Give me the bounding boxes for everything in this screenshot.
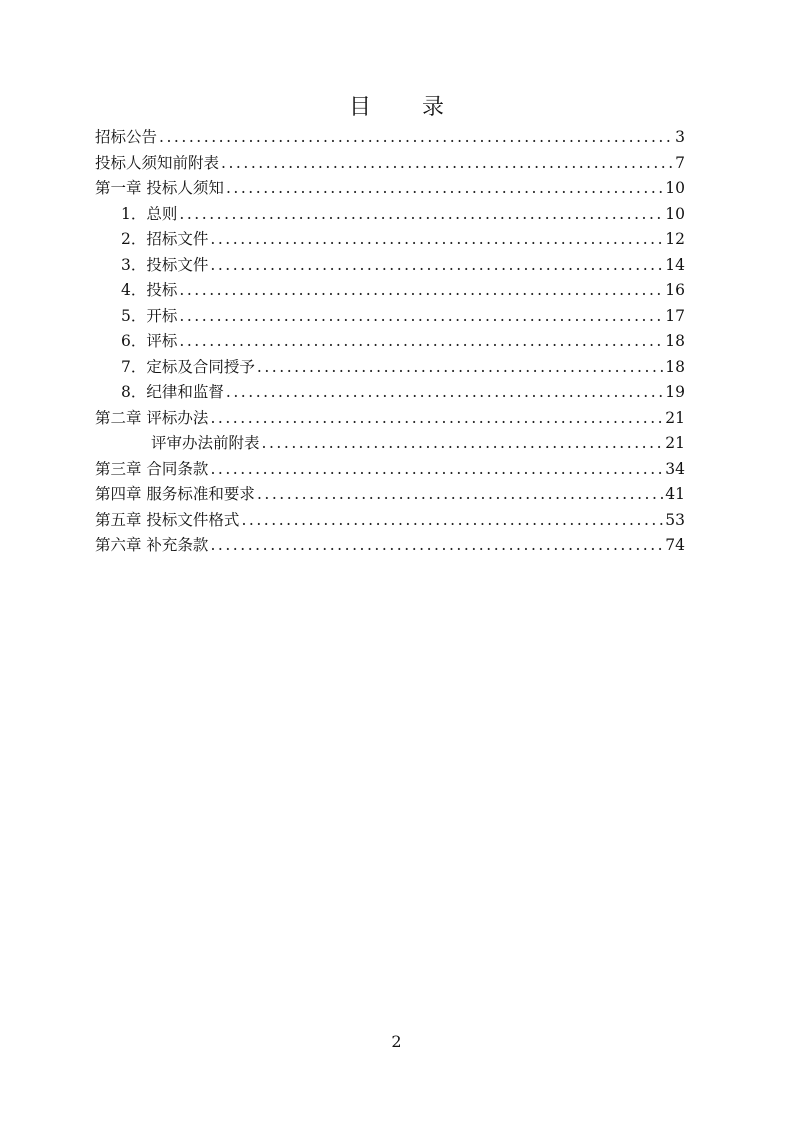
toc-entry-label: 8．纪律和监督 [121,383,224,401]
toc-entry[interactable] [95,278,685,304]
toc-entry-page: 41 [665,485,685,503]
page-number: 2 [391,1032,402,1051]
toc-entry[interactable] [95,431,685,457]
toc-entry[interactable] [95,202,685,228]
toc-entry-page: 74 [665,536,685,554]
toc-leader-dots [210,406,663,432]
toc-entry-page: 10 [665,204,685,223]
toc-entry-page: 16 [665,281,685,299]
toc-entry-label: 4．投标 [121,281,178,299]
toc-leader-dots [159,125,673,151]
toc-entry[interactable] [95,533,685,559]
toc-leader-dots [210,533,663,559]
toc-entry[interactable] [95,253,685,279]
toc-entry-label: 第二章 评标办法 [95,408,209,427]
toc-entry-label: 第一章 投标人须知 [95,179,224,197]
toc-entry-label: 第六章 补充条款 [95,536,209,554]
toc-leader-dots [226,380,663,406]
toc-entry-page: 21 [665,434,685,452]
toc-entry-label: 5．开标 [121,306,178,325]
toc-entry-page: 18 [665,332,685,350]
toc-entry-page: 7 [675,153,685,172]
toc-entry[interactable] [95,508,685,534]
page-title: 目 录 [349,95,466,120]
toc-entry-label: 1．总则 [121,204,178,223]
toc-entry-page: 3 [675,128,685,146]
toc-entry[interactable] [95,329,685,355]
toc-entry-page: 12 [665,230,685,248]
toc-entry[interactable] [95,355,685,381]
toc-entry[interactable] [95,482,685,508]
toc-leader-dots [257,482,663,508]
toc-entry-page: 34 [665,459,685,478]
toc-leader-dots [179,278,663,304]
toc-entry[interactable] [95,457,685,483]
toc-entry[interactable] [95,176,685,202]
toc-leader-dots [179,329,663,355]
toc-leader-dots [179,202,663,228]
toc-leader-dots [257,355,663,381]
toc-entry-page: 21 [665,408,685,427]
toc-leader-dots [179,304,663,330]
toc-entry[interactable] [95,151,685,177]
toc-entry-page: 14 [665,255,685,274]
toc-entry-page: 18 [665,357,685,376]
toc-leader-dots [210,457,663,483]
toc-entry-label: 投标人须知前附表 [95,153,220,172]
toc-leader-dots [262,431,664,457]
toc-leader-dots [210,253,663,279]
toc-entry-label: 6．评标 [121,332,178,350]
toc-entry-page: 10 [665,179,685,197]
toc-entry[interactable] [95,125,685,151]
toc-entry-label: 2．招标文件 [121,230,209,248]
toc-entry-label: 评审办法前附表 [151,434,260,452]
toc-leader-dots [221,151,673,177]
toc-entry[interactable] [95,304,685,330]
toc-leader-dots [226,176,663,202]
toc-entry-label: 招标公告 [95,128,158,146]
toc-leader-dots [210,227,663,253]
toc-entry-label: 7．定标及合同授予 [121,357,255,376]
toc-leader-dots [241,508,663,534]
toc-entry[interactable] [95,406,685,432]
toc-entry[interactable] [95,380,685,406]
toc-entry-page: 53 [665,510,685,529]
toc-entry-label: 3．投标文件 [121,255,209,274]
toc-entry-page: 17 [665,306,685,325]
toc-entry-label: 第三章 合同条款 [95,459,209,478]
toc-entry-label: 第五章 投标文件格式 [95,510,240,529]
toc-entry-label: 第四章 服务标准和要求 [95,485,255,503]
table-of-contents [95,125,685,559]
toc-entry-page: 19 [665,383,685,401]
toc-entry[interactable] [95,227,685,253]
